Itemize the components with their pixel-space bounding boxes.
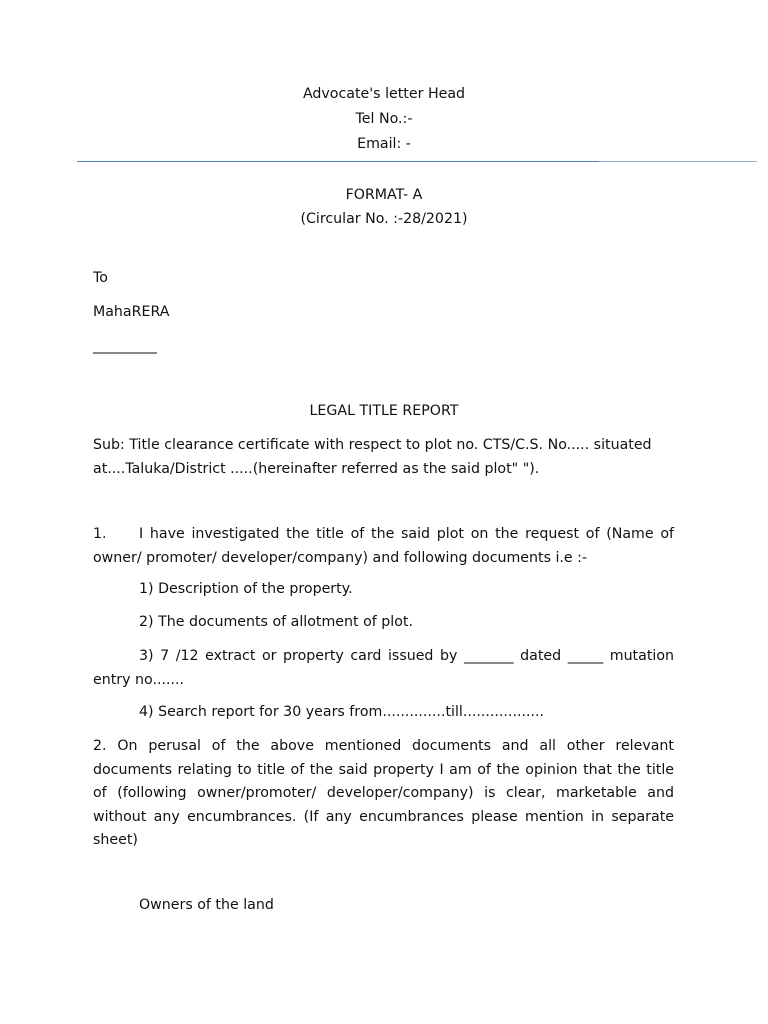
letterhead-tel: Tel No.:- bbox=[355, 111, 413, 127]
report-title: LEGAL TITLE REPORT bbox=[309, 403, 459, 419]
paragraph-2: 2. On perusal of the above mentioned documents and all other relevant documents relating to title of the said property I am of the opinion that the title of (following owner/promoter/ developer/company) is clear, marketable and without any encumbrances. (If any encumbrances please mention in separate sheet) bbox=[93, 738, 674, 848]
circular-number: (Circular No. :-28/2021) bbox=[300, 211, 468, 227]
addressee-to: To bbox=[93, 270, 108, 286]
letterhead-divider-accent bbox=[77, 161, 599, 162]
owners-label: Owners of the land bbox=[139, 897, 274, 913]
document-item-2: 2) The documents of allotment of plot. bbox=[139, 614, 413, 630]
addressee-blank: _________ bbox=[93, 338, 157, 354]
paragraph-1-text: I have investigated the title of the said plot on the request of (Name of owner/ promoter/ developer/company) and following documents i.e :- bbox=[93, 526, 674, 566]
letterhead-title: Advocate's letter Head bbox=[302, 86, 466, 102]
document-item-1: 1) Description of the property. bbox=[139, 581, 353, 597]
paragraph-1-number: 1. bbox=[93, 526, 107, 542]
paragraph-1 bbox=[93, 523, 674, 570]
document-item-3: 3) 7 /12 extract or property card issued by _______ dated _____ mutation entry no....... bbox=[93, 648, 674, 688]
document-item-4: 4) Search report for 30 years from..............till.................. bbox=[139, 704, 545, 720]
subject-line: Sub: Title clearance certificate with respect to plot no. CTS/C.S. No..... situated at....Taluka/District .....(hereinafter referred as the said plot" "). bbox=[93, 437, 652, 477]
format-title: FORMAT- A bbox=[345, 187, 423, 203]
letterhead-email: Email: - bbox=[357, 136, 411, 152]
addressee-name: MahaRERA bbox=[93, 304, 170, 320]
